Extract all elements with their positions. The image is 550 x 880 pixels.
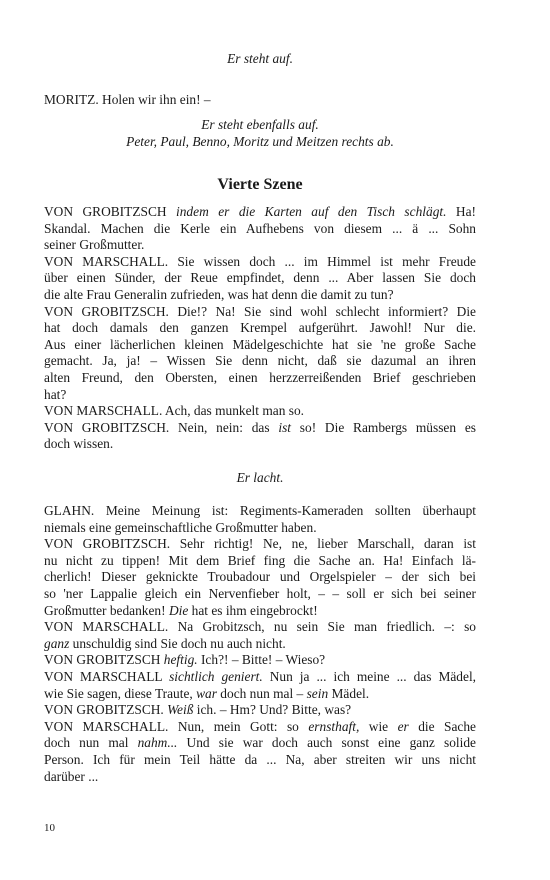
text-line [44, 370, 476, 387]
text-run: wie Sie sagen, diese Traute, [44, 685, 197, 701]
italic-text: Die [168, 602, 189, 618]
text-line [44, 669, 476, 686]
text-run: Und sie war doch auch sonst eine ganz solide [177, 735, 476, 751]
text-run: VON GROBITZSCH [44, 652, 164, 668]
text-line [44, 735, 476, 752]
text-line [44, 420, 476, 437]
page-number: 10 [44, 822, 55, 834]
text-line [44, 686, 476, 703]
dialogue-block [44, 503, 476, 785]
text-run: unschuldig sind Sie doch nu auch nicht. [69, 635, 286, 651]
italic-text: Weiß [167, 702, 194, 718]
text-run: Ha! [446, 204, 477, 219]
text-run: Person. Ich für mein Teil hätte da ... Na, aber streiten wir uns nicht [44, 751, 476, 767]
text-run: so! Die Rambergs müssen es [291, 419, 476, 435]
italic-text: ernsthaft, [308, 718, 360, 734]
text-run: hat? [44, 386, 67, 402]
text-line [44, 652, 476, 669]
text-line [44, 287, 476, 304]
text-line [44, 353, 476, 370]
text-run: doch nun mal [44, 735, 138, 751]
text-run: wie [359, 718, 398, 734]
text-run: GLAHN. Meine Meinung ist: Regiments-Kameraden sollten überhaupt [44, 503, 476, 518]
text-run: hat es ihm eingebrockt! [188, 602, 318, 618]
text-line [44, 702, 476, 719]
text-line [44, 320, 476, 337]
text-run: VON MARSCHALL. Nun, mein Gott: so [44, 718, 309, 734]
text-run: die alte Frau Generalin zufrieden, was hat denn die damit zu tun? [44, 286, 394, 302]
text-run: VON GROBITZSCH. Die!? Na! Sie sind wohl schlecht informiert? Die [44, 303, 476, 319]
text-line [44, 254, 476, 271]
text-run: Skandal. Machen die Kerle ein Aufhebens von diesem ... ä ... Sohn [44, 220, 476, 236]
italic-text: war [196, 685, 217, 701]
italic-text: ist [278, 419, 291, 435]
text-line [44, 304, 476, 321]
text-run: Großmutter bedanken! [44, 602, 169, 618]
text-run: alten Freund, den Obersten, einen herzzerreißenden Brief geschrieben [44, 369, 476, 385]
text-line [44, 387, 476, 404]
text-run: VON MARSCHALL. Sie wissen doch ... im Himmel ist mehr Freude [44, 253, 476, 269]
text-run: über einen Sünder, der Reue empfindet, denn ... Aber lassen Sie doch [44, 270, 476, 286]
text-line [44, 337, 476, 354]
text-run: Ich?! – Bitte! – Wieso? [197, 652, 326, 668]
text-run: ich. – Hm? Und? Bitte, was? [193, 702, 352, 718]
text-line [44, 520, 476, 537]
stage-direction: Peter, Paul, Benno, Moritz und Meitzen rechts ab. [126, 134, 394, 149]
text-run: doch wissen. [44, 436, 114, 452]
text-run: so 'ner Lappalie gleich ein Nervenfieber holt, – – soll er sich bei seiner [44, 585, 476, 601]
text-run: nu nicht zu tippen! Mit dem Brief fing die Sache an. Ha! Einfach lä- [44, 552, 476, 568]
text-line [44, 719, 476, 736]
text-run: Aus einer lächerlichen kleinen Mädelgeschichte hat sie 'ne große Sache [44, 336, 476, 352]
text-line [44, 536, 476, 553]
text-line [44, 619, 476, 636]
italic-text: ganz [44, 635, 70, 651]
text-line [44, 603, 476, 620]
text-line [44, 769, 476, 786]
stage-direction: Er steht auf. [227, 51, 293, 66]
italic-text: er [397, 718, 409, 734]
text-run: VON GROBITZSCH. Sehr richtig! Ne, ne, lieber Marschall, daran ist [44, 536, 476, 552]
text-run: seiner Großmutter. [44, 237, 145, 253]
text-run: VON GROBITZSCH. Nein, nein: das [44, 419, 279, 435]
stage-direction: Er lacht. [236, 470, 284, 485]
text-line [44, 204, 476, 221]
text-run: VON MARSCHALL [44, 668, 170, 684]
text-run: VON MARSCHALL. Ach, das munkelt man so. [44, 403, 304, 419]
text-line [44, 270, 476, 287]
scene-heading: Vierte Szene [217, 176, 303, 193]
italic-text: heftig. [163, 652, 198, 668]
text-run: niemals eine gemeinschaftliche Großmutter haben. [44, 519, 317, 535]
text-run: doch nun mal – [216, 685, 307, 701]
text-run: Mädel. [328, 685, 370, 701]
text-run: darüber ... [44, 768, 99, 784]
text-line [44, 403, 476, 420]
italic-text: sichtlich geniert. [169, 668, 263, 684]
text-line [44, 436, 476, 453]
text-run: cherlich! Dieser geknickte Troubadour und Orgelspieler – der sich bei [44, 569, 476, 585]
italic-text: indem er die Karten auf den Tisch schlägt. [176, 204, 447, 219]
text-run: VON MARSCHALL. Na Grobitzsch, nu sein Sie man friedlich. –: so [44, 619, 476, 635]
text-run: VON GROBITZSCH. [44, 702, 168, 718]
text-line [44, 636, 476, 653]
dialogue-block [44, 204, 476, 453]
text-line [44, 553, 476, 570]
italic-text: sein [306, 685, 329, 701]
dialogue-line: MORITZ. Holen wir ihn ein! – [44, 92, 211, 107]
text-run: die Sache [408, 718, 476, 734]
text-run: gemacht. Ja, ja! – Wissen Sie denn nicht, daß sie dazumal an ihren [44, 353, 476, 369]
text-line [44, 569, 476, 586]
italic-text: nahm... [137, 735, 178, 751]
text-run: hat doch damals den ganzen Krempel aufgerührt. Jawohl! Nur die. [44, 320, 476, 336]
text-run: VON GROBITZSCH [44, 204, 177, 219]
text-line [44, 237, 476, 254]
text-run: Nun ja ... ich meine ... das Mädel, [262, 668, 477, 684]
stage-direction: Er steht ebenfalls auf. [201, 117, 319, 132]
text-line [44, 503, 476, 520]
text-line [44, 221, 476, 238]
text-line [44, 586, 476, 603]
text-line [44, 752, 476, 769]
